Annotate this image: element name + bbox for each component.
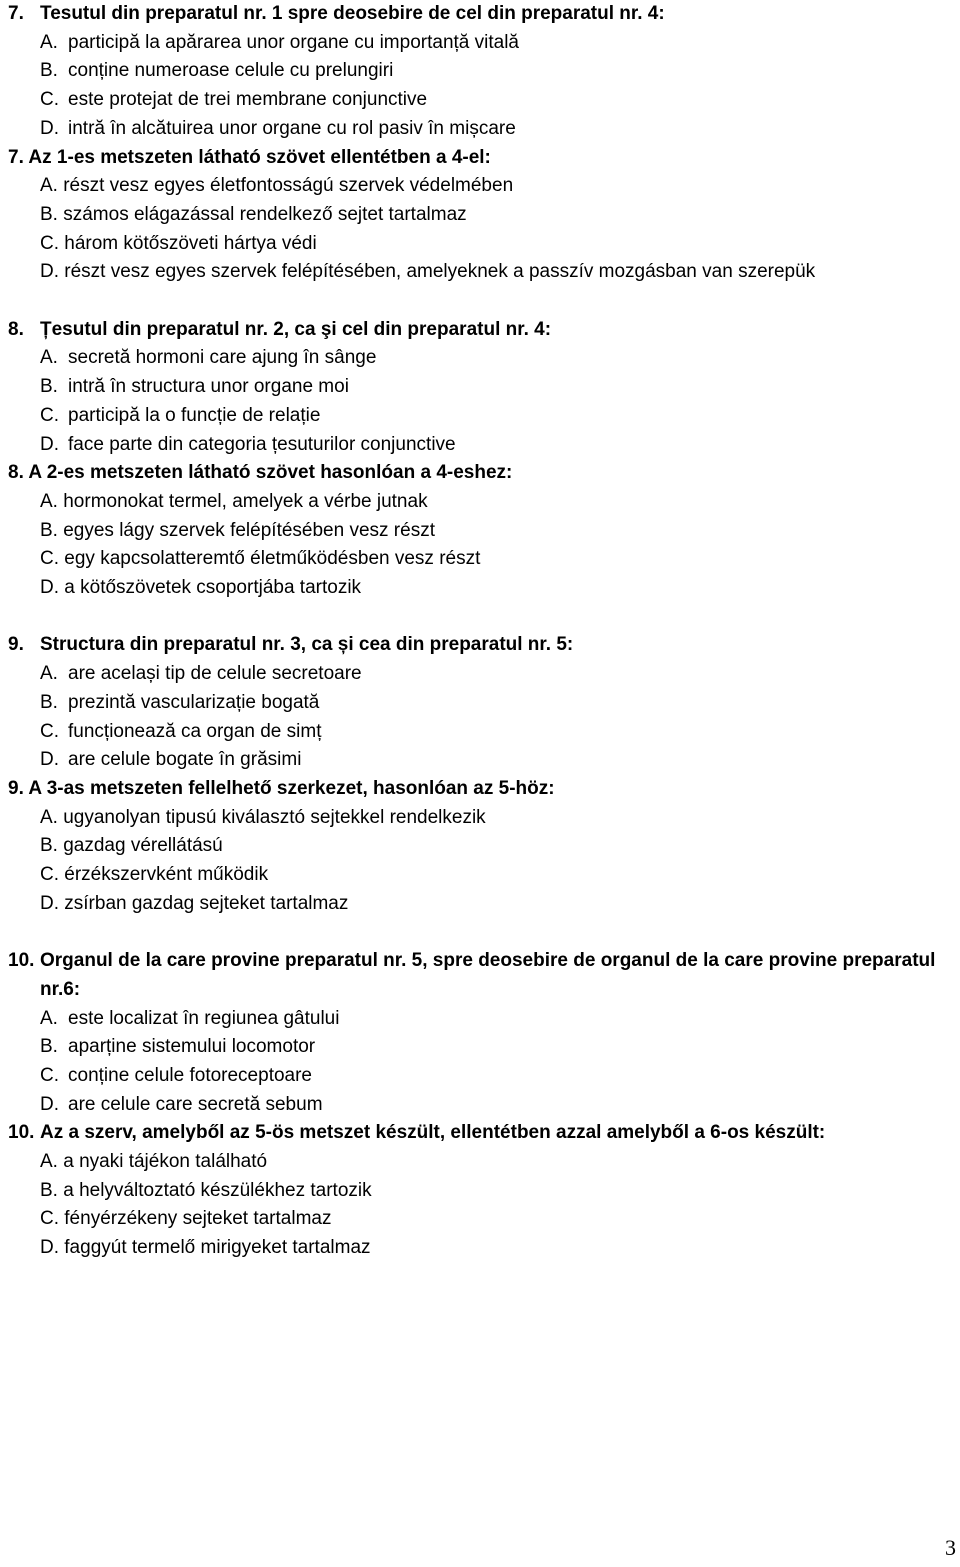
question-heading: 9. A 3-as metszeten fellelhető szerkezet, hasonlóan az 5-höz: [8, 777, 555, 799]
question-heading [8, 0, 948, 29]
option-c [8, 718, 948, 747]
option-d [8, 746, 948, 775]
question-7-hu [8, 144, 948, 288]
option-text: este protejat de trei membrane conjunctive [68, 89, 428, 111]
option-d: D. részt vesz egyes szervek felépítésében, amelyeknek a passzív mozgásban van szerepük [40, 261, 816, 283]
option-text: participă la apărarea unor organe cu importanță vitală [68, 31, 519, 53]
question-10-hu [8, 1119, 948, 1263]
option-c: C. fényérzékeny sejteket tartalmaz [40, 1208, 332, 1230]
spacer [8, 918, 948, 947]
question-heading [8, 947, 948, 1004]
option-letter: C. [40, 89, 59, 111]
question-7-ro [8, 0, 948, 144]
option-letter: B. [40, 1036, 58, 1058]
question-heading: 8. A 2-es metszeten látható szövet hasonlóan a 4-eshez: [8, 462, 513, 484]
option-c: C. három kötőszöveti hártya védi [40, 232, 317, 254]
option-c: C. egy kapcsolatteremtő életműködésben vesz részt [40, 548, 481, 570]
option-c: C. érzékszervként működik [40, 864, 269, 886]
option-letter: B. [40, 60, 58, 82]
option-b [8, 689, 948, 718]
option-d [8, 1091, 948, 1120]
question-heading: 7. Az 1-es metszeten látható szövet ellentétben a 4-el: [8, 146, 491, 168]
option-letter: A. [40, 31, 58, 53]
option-letter: B. [40, 376, 58, 398]
option-text: are celule care secretă sebum [68, 1093, 323, 1115]
question-text: Organul de la care provine preparatul nr. 5, spre deosebire de organul de la care provine preparatul nr.6: [40, 950, 936, 1000]
spacer [8, 603, 948, 632]
option-a [8, 1005, 948, 1034]
option-d: D. a kötőszövetek csoportjába tartozik [40, 577, 362, 599]
question-10-ro [8, 947, 948, 1119]
option-b [8, 57, 948, 86]
question-heading [8, 631, 948, 660]
question-heading [8, 1119, 948, 1148]
option-text: prezintă vascularizație bogată [68, 691, 320, 713]
option-a: A. részt vesz egyes életfontosságú szervek védelmében [40, 175, 514, 197]
option-b: B. számos elágazással rendelkező sejtet tartalmaz [40, 203, 467, 225]
option-letter: D. [40, 117, 59, 139]
option-letter: D. [40, 749, 59, 771]
option-a [8, 29, 948, 58]
question-text: Țesutul din preparatul nr. 2, ca şi cel din preparatul nr. 4: [40, 318, 552, 340]
option-a [8, 660, 948, 689]
question-text: Az a szerv, amelyből az 5-ös metszet készült, ellentétben azzal amelyből a 6-os készült: [40, 1122, 826, 1144]
option-b: B. egyes lágy szervek felépítésében vesz részt [40, 519, 435, 541]
option-text: are același tip de celule secretoare [68, 663, 362, 685]
option-d [8, 115, 948, 144]
question-list [8, 0, 948, 1263]
option-text: aparține sistemului locomotor [68, 1036, 316, 1058]
option-text: are celule bogate în grăsimi [68, 749, 302, 771]
option-letter: B. [40, 691, 58, 713]
question-heading [8, 316, 948, 345]
option-b: B. a helyváltoztató készülékhez tartozik [40, 1179, 372, 1201]
option-a: A. ugyanolyan tipusú kiválasztó sejtekkel rendelkezik [40, 806, 486, 828]
option-text: secretă hormoni care ajung în sânge [68, 347, 377, 369]
option-a: A. hormonokat termel, amelyek a vérbe jutnak [40, 490, 428, 512]
option-a [8, 344, 948, 373]
option-text: participă la o funcție de relație [68, 404, 321, 426]
question-8-ro [8, 316, 948, 460]
question-number: 7. [8, 3, 24, 24]
question-8-hu [8, 459, 948, 603]
page-number: 3 [945, 1535, 956, 1560]
option-b [8, 1033, 948, 1062]
option-d: D. faggyút termelő mirigyeket tartalmaz [40, 1237, 371, 1259]
question-number: 10. [8, 1122, 35, 1144]
option-c [8, 1062, 948, 1091]
option-b: B. gazdag vérellátású [40, 835, 223, 857]
question-number: 8. [8, 318, 24, 340]
option-c [8, 402, 948, 431]
option-b [8, 373, 948, 402]
option-letter: C. [40, 720, 59, 742]
question-9-hu [8, 775, 948, 919]
option-text: este localizat în regiunea gâtului [68, 1007, 340, 1029]
option-letter: A. [40, 663, 58, 685]
option-c [8, 86, 948, 115]
option-letter: D. [40, 1093, 59, 1115]
option-text: funcționează ca organ de simț [68, 720, 322, 742]
option-a: A. a nyaki tájékon található [40, 1151, 268, 1173]
question-text: Tesutul din preparatul nr. 1 spre deosebire de cel din preparatul nr. 4: [40, 3, 665, 24]
question-number: 9. [8, 634, 24, 656]
question-text: Structura din preparatul nr. 3, ca și cea din preparatul nr. 5: [40, 634, 574, 656]
option-text: intră în alcătuirea unor organe cu rol pasiv în mișcare [68, 117, 516, 139]
option-text: face parte din categoria țesuturilor conjunctive [68, 433, 456, 455]
option-letter: A. [40, 347, 58, 369]
option-d: D. zsírban gazdag sejteket tartalmaz [40, 892, 349, 914]
option-text: intră în structura unor organe moi [68, 376, 349, 398]
option-letter: C. [40, 1064, 59, 1086]
question-9-ro [8, 631, 948, 775]
option-text: conține celule fotoreceptoare [68, 1064, 312, 1086]
spacer [8, 287, 948, 316]
question-number: 10. [8, 950, 35, 972]
option-text: conține numeroase celule cu prelungiri [68, 60, 394, 82]
option-d [8, 431, 948, 460]
option-letter: D. [40, 433, 59, 455]
option-letter: A. [40, 1007, 58, 1029]
option-letter: C. [40, 404, 59, 426]
